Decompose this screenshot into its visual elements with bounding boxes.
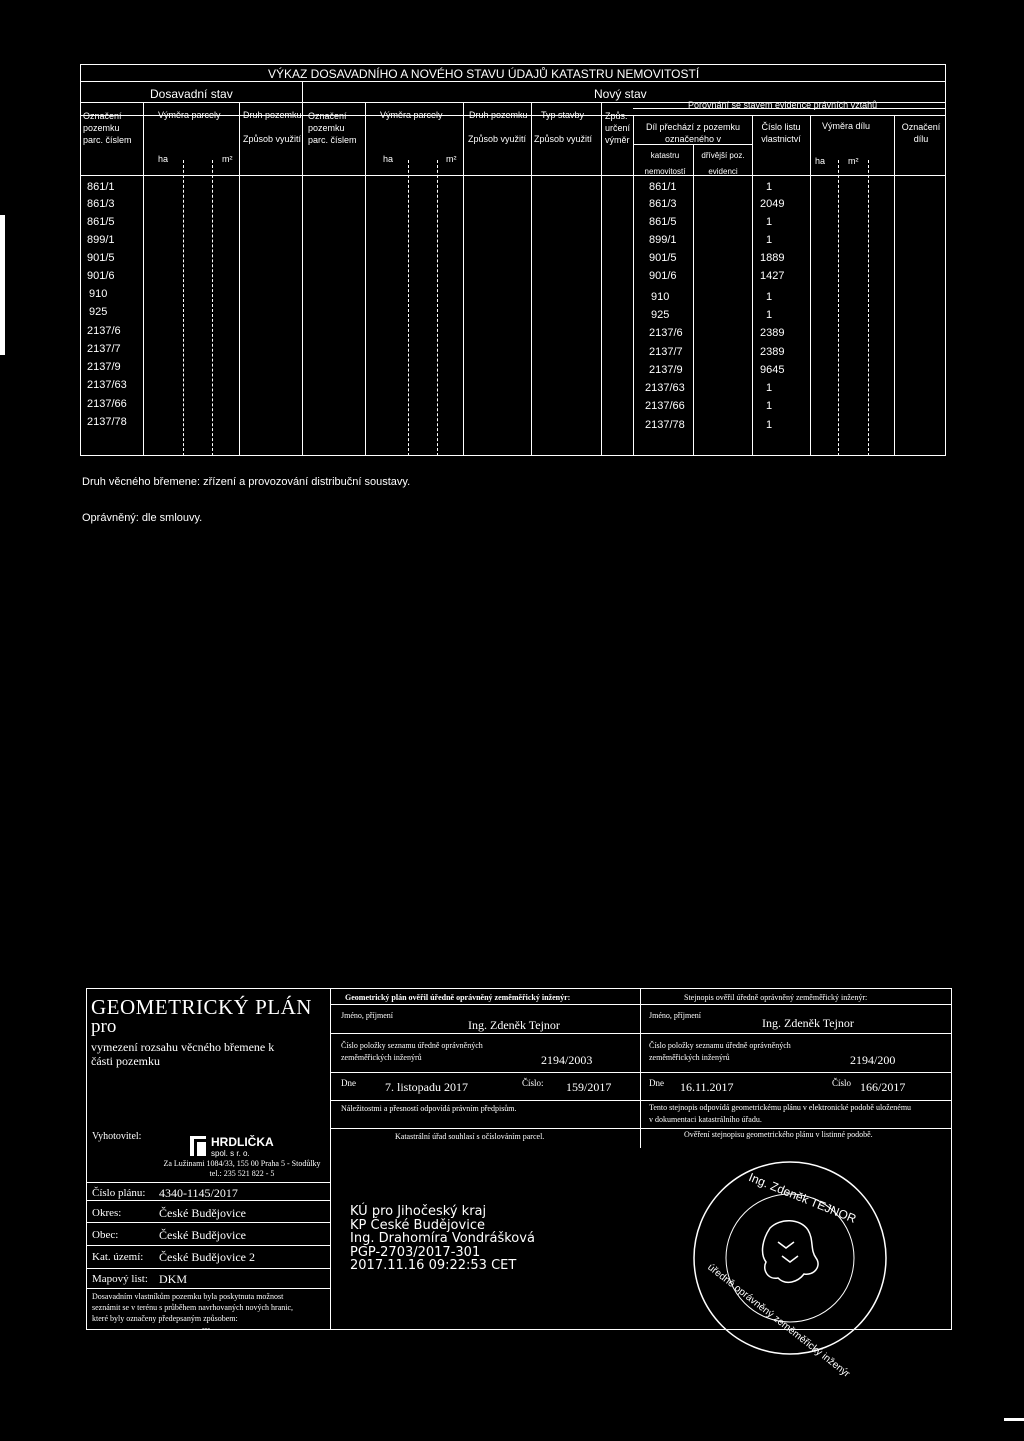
company-name: HRDLIČKA [211,1135,274,1149]
row-ref: 861/5 [649,216,677,228]
date-value: 7. listopadu 2017 [385,1080,468,1094]
row-lv: 1 [766,400,773,412]
copy-date-label: Dne [649,1078,664,1088]
burden-note: Druh věcného břemene: zřízení a provozování distribuční soustavy. [82,476,411,488]
row-parcel: 2137/9 [87,361,121,373]
row-lv: 1 [766,382,773,394]
scan-edge-mark [0,215,5,355]
plan-title: GEOMETRICKÝ PLÁN [91,995,312,1019]
row-lv: 1889 [760,252,785,264]
row-ref: 2137/63 [645,382,685,394]
reg-label: Číslo položky seznamu úředně oprávněných zeměměřických inženýrů [341,1041,483,1062]
header-comparison: Porovnání se stavem evidence právních vztahů [688,100,878,110]
corner-mark [1004,1418,1024,1429]
copy-head: Stejnopis ověřil úředně oprávněný zeměměřický inženýr: [684,993,868,1002]
row-parcel: 861/1 [87,181,115,193]
header-zpusob: Způsob využití [243,134,302,144]
verified-head: Geometrický plán ověřil úředně oprávněný zeměměřický inženýr: [345,993,571,1002]
table-title: VÝKAZ DOSAVADNÍHO A NOVÉHO STAVU ÚDAJŮ KATASTRU NEMOVITOSTÍ [268,67,700,81]
header-new-zpusob: Způsob využití [468,134,527,144]
row-ref: 2137/66 [645,400,685,412]
header-dil: Díl přechází z pozemku označeného v [645,122,741,144]
row-lv: 9645 [760,364,785,376]
row-parcel: 861/3 [87,198,115,210]
accuracy-note: Náležitostmi a přesností odpovídá právním předpisům. [341,1104,517,1113]
header-vymera-dilu: Výměra dílu [822,121,871,131]
row-ref: 2137/78 [645,419,685,431]
row-parcel: 910 [89,288,108,300]
entitled-note: Oprávněný: dle smlouvy. [82,512,203,524]
copy-date-value: 16.11.2017 [680,1080,734,1094]
row-lv: 1 [766,291,773,303]
row-lv: 1427 [760,270,785,282]
electronic-signature: KÚ pro Jihočeský kraj KP České Budějovice Ing. Drahomíra Vondrášková PGP-2703/2017-301 2017.11.16 09:22:53 CET [350,1204,535,1273]
reg-value: 2194/2003 [541,1053,593,1067]
header-ha-new: ha [383,154,394,164]
row-lv: 2389 [760,346,785,358]
header-vymera: Výměra parcely [158,110,221,120]
row-parcel: 2137/7 [87,343,121,355]
okres-value: České Budějovice [159,1206,246,1220]
row-ref: 861/3 [649,198,677,210]
company-sub: spol. s r. o. [211,1149,250,1158]
row-ref: 901/6 [649,270,677,282]
header-druh: Druh pozemku [243,110,302,120]
row-lv: 1 [766,419,773,431]
header-new-oznaceni: Označení pozemku parc. číslem [308,111,357,145]
date-label: Dne [341,1078,356,1088]
seal-top-text: Ing. Zdeněk TEJNOR [746,1170,859,1226]
header-katastru: katastru nemovitostí [644,151,686,176]
plan-for: pro [91,1016,117,1037]
header-m2-old: m² [222,154,233,164]
row-ref: 2137/7 [649,346,683,358]
row-parcel: 2137/78 [87,416,127,428]
okres-label: Okres: [92,1207,122,1219]
ku-value: České Budějovice 2 [159,1250,255,1264]
plan-subtitle-2: části pozemku [91,1054,160,1068]
row-parcel: 2137/66 [87,398,127,410]
header-new-druh: Druh pozemku [469,110,528,120]
author-label: Vyhotovitel: [92,1131,142,1142]
copy-name-value: Ing. Zdeněk Tejnor [762,1016,854,1030]
row-lv: 1 [766,216,773,228]
number-label: Číslo: [522,1078,544,1088]
header-typ-zpusob: Způsob využití [534,134,593,144]
row-ref: 910 [651,291,670,303]
row-parcel: 861/5 [87,216,115,228]
header-zpus-urceni: Způs. určení výměr [605,111,631,145]
name-label: Jméno, příjmení [341,1011,393,1020]
company-address: Za Lužinami 1084/33, 155 00 Praha 5 - Stodůlky tel.: 235 521 822 - 5 [163,1159,321,1178]
owners-note: Dosavadním vlastníkům pozemku byla poskytnuta možnost seznámit se v terénu s průběhem navrhovaných nových hranic, které byly označeny předepsaným způsobem: [92,1292,294,1323]
number-value: 159/2017 [566,1080,612,1094]
row-lv: 1 [766,181,773,193]
copy-number-value: 166/2017 [860,1080,906,1094]
row-ref: 2137/9 [649,364,683,376]
header-list: Číslo listu vlastnictví [761,122,801,144]
header-m2-dil: m² [848,156,859,166]
plan-subtitle-1: vymezení rozsahu věcného břemene k [91,1040,275,1054]
row-parcel: 2137/6 [87,325,121,337]
header-new-vymera: Výměra parcely [380,110,443,120]
header-m2-new: m² [446,154,457,164]
copy-number-label: Číslo [832,1078,852,1088]
map-value: DKM [159,1272,188,1286]
plan-number-value: 4340-1145/2017 [159,1186,238,1200]
row-ref: 899/1 [649,234,677,246]
row-parcel: 899/1 [87,234,115,246]
row-ref: 901/5 [649,252,677,264]
row-lv: 2389 [760,327,785,339]
name-value: Ing. Zdeněk Tejnor [468,1018,560,1032]
old-state-header: Dosavadní stav [150,87,233,101]
obec-value: České Budějovice [159,1228,246,1242]
header-oznaceni-dilu: Označení dílu [901,122,941,144]
header-typ: Typ stavby [541,110,585,120]
plan-number-label: Číslo plánu: [92,1187,146,1199]
copy-verify: Ověření stejnopisu geometrického plánu v listinné podobě. [684,1130,873,1139]
row-lv: 1 [766,309,773,321]
map-label: Mapový list: [92,1273,148,1285]
seal-bottom-text: úředně oprávněný zeměměřický inženýr [705,1262,852,1380]
header-oznaceni: Označení pozemku parc. číslem [83,111,132,145]
new-state-header: Nový stav [594,87,647,101]
row-lv: 2049 [760,198,785,210]
row-lv: 1 [766,234,773,246]
copy-note: Tento stejnopis odpovídá geometrickému plánu v elektronické podobě uloženému v dokumentaci katastrálního úřadu. [649,1103,912,1124]
company-logo-icon [189,1136,207,1156]
row-ref: 861/1 [649,181,677,193]
obec-label: Obec: [92,1229,119,1241]
header-ha-dil: ha [815,156,826,166]
header-drivejsi: dřívější poz. evidenci [701,151,745,176]
header-ha-old: ha [158,154,169,164]
row-parcel: 2137/63 [87,379,127,391]
owners-dash: --- [202,1324,210,1333]
copy-reg-label: Číslo položky seznamu úředně oprávněných zeměměřických inženýrů [649,1041,791,1062]
copy-name-label: Jméno, příjmení [649,1011,701,1020]
ku-label: Kat. území: [92,1251,144,1263]
row-parcel: 925 [89,306,108,318]
row-ref: 2137/6 [649,327,683,339]
office-agree: Katastrální úřad souhlasí s očíslováním parcel. [395,1132,545,1141]
copy-reg-value: 2194/200 [850,1053,896,1067]
row-parcel: 901/5 [87,252,115,264]
row-ref: 925 [651,309,670,321]
row-parcel: 901/6 [87,270,115,282]
